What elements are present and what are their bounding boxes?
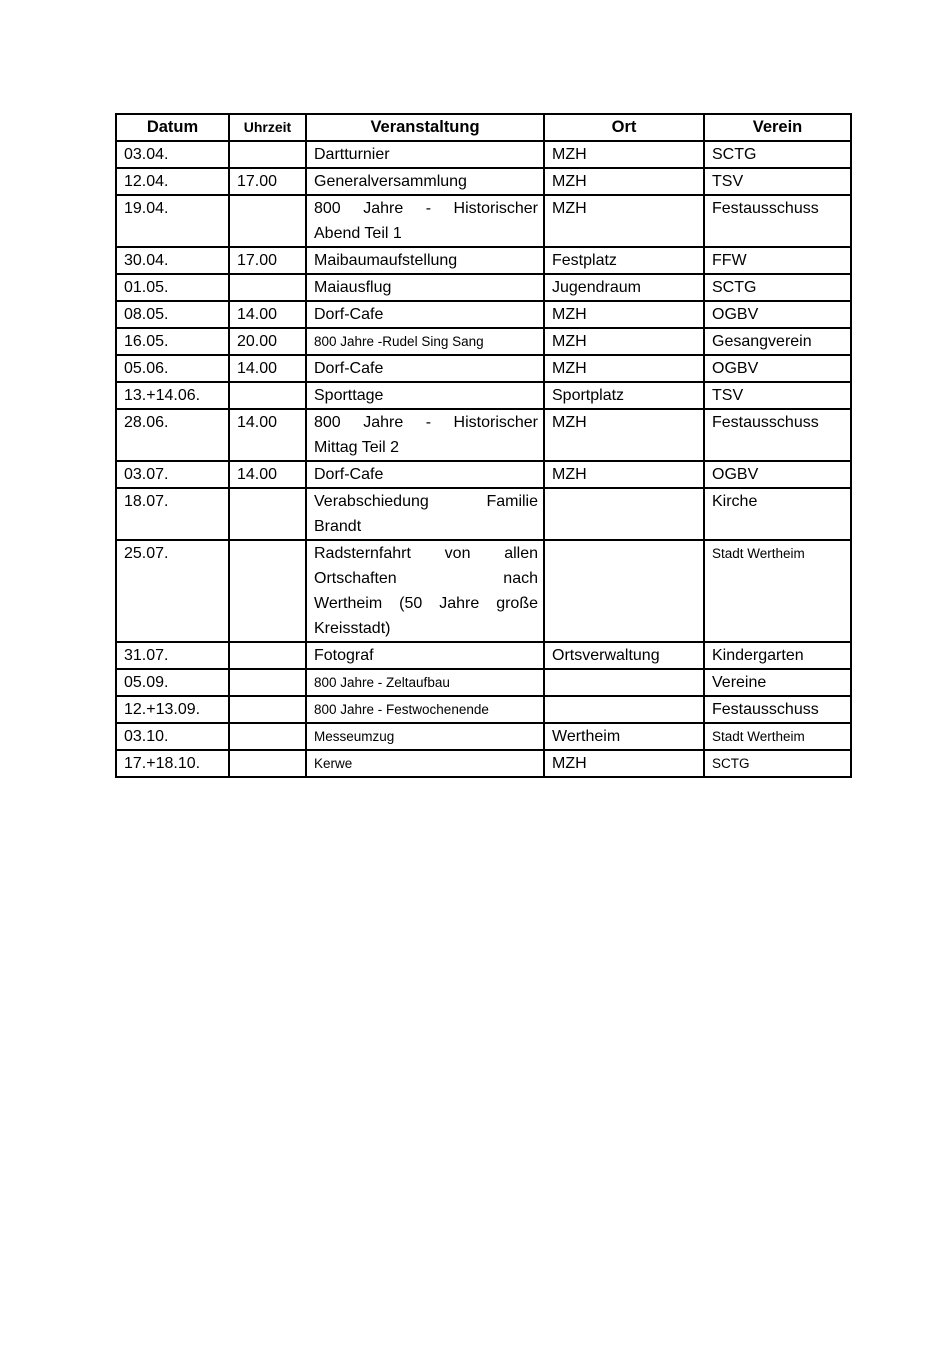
- cell-ort: Sportplatz: [544, 382, 704, 409]
- cell-ort: MZH: [544, 409, 704, 461]
- cell-veranstaltung-line: Verabschiedung Familie: [314, 493, 538, 510]
- cell-datum: 30.04.: [116, 247, 229, 274]
- cell-uhrzeit: [229, 642, 306, 669]
- table-row: [116, 168, 851, 195]
- cell-veranstaltung-line: Wertheim (50 Jahre große: [314, 595, 538, 612]
- cell-datum: 05.09.: [116, 669, 229, 696]
- cell-veranstaltung: [306, 409, 544, 461]
- events-table: [115, 113, 852, 778]
- cell-ort: Ortsverwaltung: [544, 642, 704, 669]
- cell-verein: SCTG: [704, 141, 851, 168]
- cell-datum: 08.05.: [116, 301, 229, 328]
- cell-verein: Festausschuss: [704, 696, 851, 723]
- cell-uhrzeit: [229, 669, 306, 696]
- cell-ort: [544, 488, 704, 540]
- cell-veranstaltung-line: Ortschaften nach: [314, 570, 538, 587]
- cell-uhrzeit: 14.00: [229, 461, 306, 488]
- cell-uhrzeit: [229, 696, 306, 723]
- header-row: [116, 114, 851, 141]
- cell-uhrzeit: 14.00: [229, 409, 306, 461]
- table-row: [116, 328, 851, 355]
- cell-veranstaltung: Generalversammlung: [306, 168, 544, 195]
- table-row: [116, 750, 851, 777]
- header-ort: Ort: [544, 114, 704, 141]
- cell-ort: Festplatz: [544, 247, 704, 274]
- cell-datum: 03.04.: [116, 141, 229, 168]
- document-page: [115, 113, 852, 778]
- cell-verein: TSV: [704, 382, 851, 409]
- cell-uhrzeit: 14.00: [229, 301, 306, 328]
- cell-datum: 25.07.: [116, 540, 229, 642]
- cell-datum: 03.07.: [116, 461, 229, 488]
- cell-veranstaltung-line: 800 Jahre - Historischer: [314, 200, 538, 217]
- cell-uhrzeit: [229, 195, 306, 247]
- cell-datum: 12.+13.09.: [116, 696, 229, 723]
- cell-verein: SCTG: [704, 274, 851, 301]
- table-body: [116, 141, 851, 777]
- cell-veranstaltung: 800 Jahre - Festwochenende: [306, 696, 544, 723]
- cell-verein: TSV: [704, 168, 851, 195]
- cell-veranstaltung: [306, 540, 544, 642]
- cell-verein: SCTG: [704, 750, 851, 777]
- cell-verein: Kirche: [704, 488, 851, 540]
- cell-verein: Vereine: [704, 669, 851, 696]
- cell-ort: MZH: [544, 328, 704, 355]
- cell-verein: OGBV: [704, 355, 851, 382]
- cell-veranstaltung: Sporttage: [306, 382, 544, 409]
- cell-ort: MZH: [544, 355, 704, 382]
- table-row: [116, 382, 851, 409]
- cell-datum: 17.+18.10.: [116, 750, 229, 777]
- cell-verein: Festausschuss: [704, 409, 851, 461]
- cell-uhrzeit: 20.00: [229, 328, 306, 355]
- cell-veranstaltung-line: Mittag Teil 2: [314, 439, 400, 456]
- cell-datum: 13.+14.06.: [116, 382, 229, 409]
- cell-uhrzeit: [229, 382, 306, 409]
- cell-uhrzeit: [229, 488, 306, 540]
- table-row: [116, 301, 851, 328]
- cell-verein: Stadt Wertheim: [704, 540, 851, 642]
- table-row: [116, 540, 851, 642]
- cell-veranstaltung: Kerwe: [306, 750, 544, 777]
- cell-ort: MZH: [544, 141, 704, 168]
- table-header: [116, 114, 851, 141]
- table-row: [116, 669, 851, 696]
- cell-veranstaltung-line: Brandt: [314, 518, 362, 535]
- cell-ort: MZH: [544, 461, 704, 488]
- table-row: [116, 355, 851, 382]
- cell-verein: Stadt Wertheim: [704, 723, 851, 750]
- cell-verein: Festausschuss: [704, 195, 851, 247]
- cell-veranstaltung: Dartturnier: [306, 141, 544, 168]
- header-veranstaltung: Veranstaltung: [306, 114, 544, 141]
- cell-verein: OGBV: [704, 461, 851, 488]
- cell-uhrzeit: 17.00: [229, 168, 306, 195]
- table-row: [116, 195, 851, 247]
- cell-veranstaltung: Dorf-Cafe: [306, 461, 544, 488]
- cell-ort: [544, 696, 704, 723]
- cell-veranstaltung: Maibaumaufstellung: [306, 247, 544, 274]
- cell-ort: [544, 669, 704, 696]
- cell-datum: 16.05.: [116, 328, 229, 355]
- cell-ort: MZH: [544, 750, 704, 777]
- cell-uhrzeit: [229, 723, 306, 750]
- cell-verein: FFW: [704, 247, 851, 274]
- cell-veranstaltung: Fotograf: [306, 642, 544, 669]
- table-row: [116, 141, 851, 168]
- cell-ort: Jugendraum: [544, 274, 704, 301]
- cell-datum: 18.07.: [116, 488, 229, 540]
- cell-datum: 01.05.: [116, 274, 229, 301]
- table-row: [116, 247, 851, 274]
- cell-veranstaltung: 800 Jahre - Zeltaufbau: [306, 669, 544, 696]
- cell-uhrzeit: 17.00: [229, 247, 306, 274]
- cell-datum: 28.06.: [116, 409, 229, 461]
- header-uhrzeit: Uhrzeit: [229, 114, 306, 141]
- header-datum: Datum: [116, 114, 229, 141]
- table-row: [116, 461, 851, 488]
- header-verein: Verein: [704, 114, 851, 141]
- cell-datum: 03.10.: [116, 723, 229, 750]
- table-row: [116, 409, 851, 461]
- cell-veranstaltung-line: Kreisstadt): [314, 620, 391, 637]
- cell-datum: 12.04.: [116, 168, 229, 195]
- table-row: [116, 642, 851, 669]
- cell-ort: Wertheim: [544, 723, 704, 750]
- cell-veranstaltung: Dorf-Cafe: [306, 301, 544, 328]
- table-row: [116, 723, 851, 750]
- cell-uhrzeit: [229, 141, 306, 168]
- cell-veranstaltung-line: 800 Jahre - Historischer: [314, 414, 538, 431]
- cell-verein: Gesangverein: [704, 328, 851, 355]
- cell-datum: 19.04.: [116, 195, 229, 247]
- cell-datum: 05.06.: [116, 355, 229, 382]
- cell-uhrzeit: [229, 540, 306, 642]
- cell-veranstaltung: Dorf-Cafe: [306, 355, 544, 382]
- cell-veranstaltung-line: Radsternfahrt von allen: [314, 545, 538, 562]
- cell-uhrzeit: [229, 750, 306, 777]
- cell-veranstaltung-line: Abend Teil 1: [314, 225, 402, 242]
- table-row: [116, 274, 851, 301]
- cell-uhrzeit: [229, 274, 306, 301]
- cell-veranstaltung: Messeumzug: [306, 723, 544, 750]
- cell-datum: 31.07.: [116, 642, 229, 669]
- table-row: [116, 696, 851, 723]
- cell-uhrzeit: 14.00: [229, 355, 306, 382]
- cell-ort: MZH: [544, 195, 704, 247]
- cell-ort: MZH: [544, 301, 704, 328]
- table-row: [116, 488, 851, 540]
- cell-verein: Kindergarten: [704, 642, 851, 669]
- cell-veranstaltung: [306, 195, 544, 247]
- cell-ort: MZH: [544, 168, 704, 195]
- cell-verein: OGBV: [704, 301, 851, 328]
- cell-veranstaltung: [306, 488, 544, 540]
- cell-ort: [544, 540, 704, 642]
- cell-veranstaltung: 800 Jahre -Rudel Sing Sang: [306, 328, 544, 355]
- cell-veranstaltung: Maiausflug: [306, 274, 544, 301]
